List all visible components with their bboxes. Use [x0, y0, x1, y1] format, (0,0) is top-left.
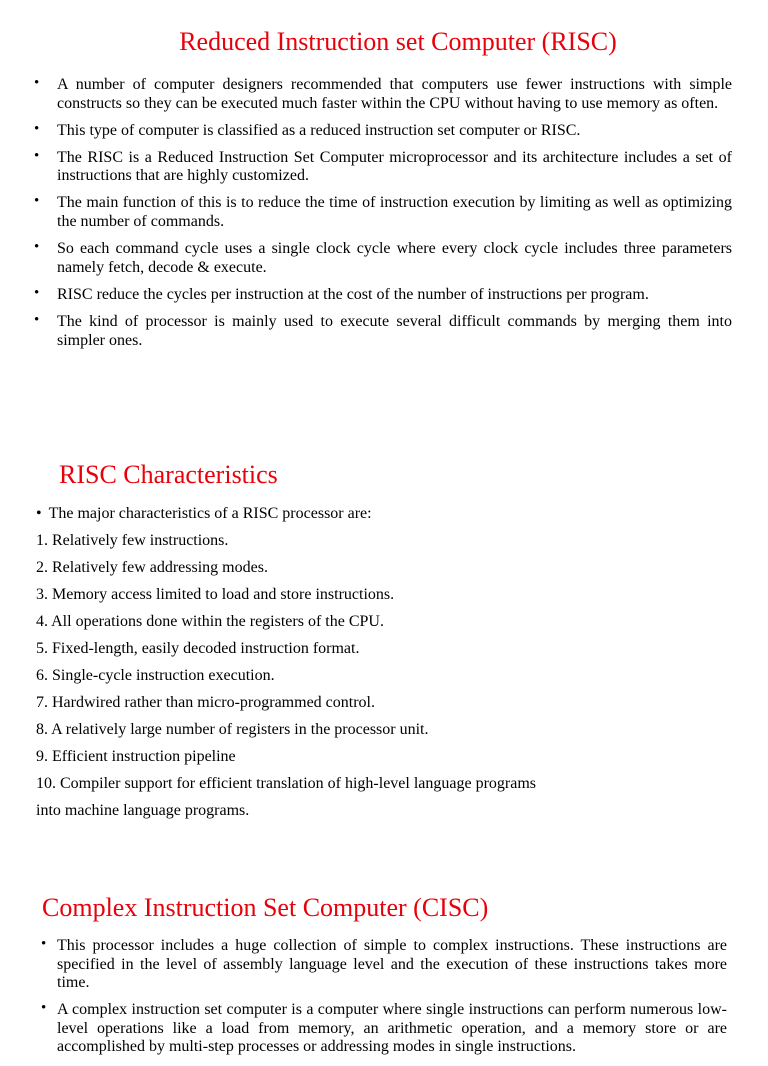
list-item — [34, 193, 732, 231]
cisc-bullet-list — [41, 936, 727, 1066]
list-item — [34, 147, 732, 186]
characteristic-item: 4. All operations done within the registers of the CPU. — [36, 613, 384, 630]
list-item — [41, 936, 727, 993]
characteristic-item: 10. Compiler support for efficient translation of high-level language programs — [36, 775, 537, 792]
list-item — [34, 284, 732, 305]
bullet-icon: • — [34, 120, 40, 137]
characteristic-item: 9. Efficient instruction pipeline — [36, 748, 236, 765]
risc-bullet-list — [34, 75, 732, 359]
characteristic-item: 1. Relatively few instructions. — [36, 532, 229, 549]
bullet-text: The RISC is a Reduced Instruction Set Computer microprocessor and its architecture includes a set of instructions that are highly customized. — [57, 148, 732, 185]
bullet-icon: • — [34, 284, 40, 301]
cisc-heading: Complex Instruction Set Computer (CISC) — [42, 893, 489, 922]
risc-characteristics-heading: RISC Characteristics — [59, 460, 278, 489]
bullet-text: This type of computer is classified as a reduced instruction set computer or RISC. — [57, 121, 581, 139]
risc-heading: Reduced Instruction set Computer (RISC) — [179, 27, 617, 56]
list-item — [34, 311, 732, 350]
bullet-text: A number of computer designers recommended that computers use fewer instructions with simple constructs so they can be executed much faster within the CPU without having to use memory as often. — [57, 76, 732, 112]
characteristic-item: 3. Memory access limited to load and store instructions. — [36, 586, 395, 603]
bullet-text: The main function of this is to reduce the time of instruction execution by limiting as well as optimizing the number of commands. — [57, 194, 732, 231]
bullet-icon: • — [34, 193, 40, 210]
list-item — [34, 120, 732, 141]
bullet-text: A complex instruction set computer is a computer where single instructions can perform numerous low-level operations like a load from memory, an arithmetic operation, and a memory store or are accomplished by multi-step processes or addressing modes in single instructions. — [57, 1001, 727, 1056]
bullet-icon: • — [34, 311, 40, 328]
bullet-icon: • — [34, 147, 40, 164]
bullet-icon: • — [34, 239, 40, 256]
bullet-text: So each command cycle uses a single clock cycle where every clock cycle includes three parameters namely fetch, decode & execute. — [57, 240, 732, 276]
characteristic-item-continued: into machine language programs. — [36, 802, 250, 819]
characteristics-intro — [36, 505, 372, 523]
list-item — [34, 75, 732, 113]
characteristic-item: 2. Relatively few addressing modes. — [36, 559, 268, 576]
list-item — [34, 239, 732, 277]
characteristic-item: 7. Hardwired rather than micro-programmed control. — [36, 694, 375, 711]
bullet-text: The kind of processor is mainly used to execute several difficult commands by merging them into simpler ones. — [57, 312, 732, 349]
characteristic-item: 5. Fixed-length, easily decoded instruction format. — [36, 640, 360, 657]
intro-text: The major characteristics of a RISC processor are: — [48, 505, 372, 522]
characteristic-item: 8. A relatively large number of registers in the processor unit. — [36, 721, 429, 738]
bullet-icon: • — [34, 75, 40, 91]
bullet-icon: • — [36, 505, 42, 522]
characteristic-item: 6. Single-cycle instruction execution. — [36, 667, 275, 684]
bullet-text: RISC reduce the cycles per instruction at the cost of the number of instructions per program. — [57, 285, 649, 303]
bullet-icon: • — [41, 1000, 47, 1017]
bullet-icon: • — [41, 936, 47, 952]
list-item — [41, 1000, 727, 1057]
bullet-text: This processor includes a huge collection of simple to complex instructions. These instructions are specified in the level of assembly language level and the execution of these instructions takes more time. — [57, 937, 727, 992]
